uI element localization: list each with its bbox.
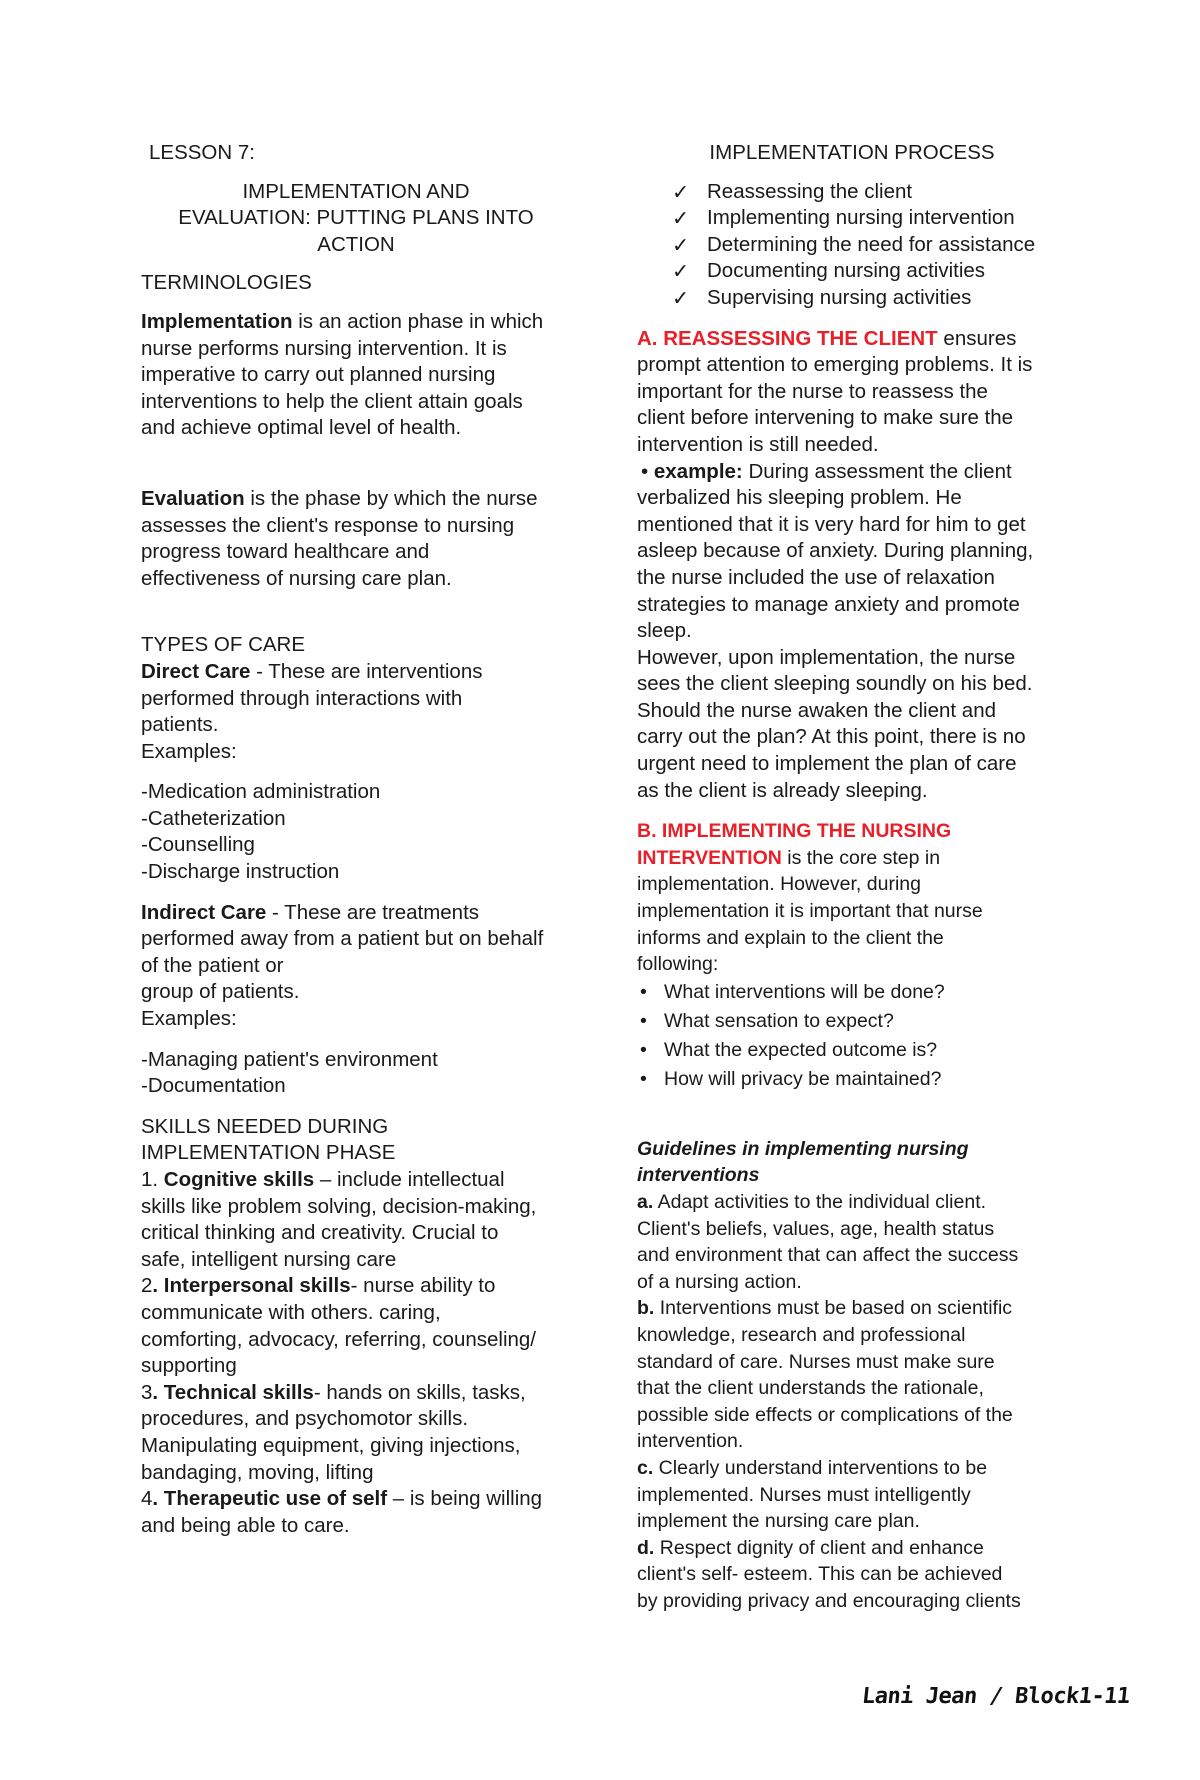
guidelines xyxy=(637,1136,1077,1615)
section-a: A. REASSESSING THE CLIENT ensures prompt attention to emerging problems. It is important for the nurse to reassess the client before intervening to make sure the intervention is still needed. • example: During assessment the client verbalized his sleeping problem. He mentioned that it is very hard for him to get asleep because of anxiety. During planning, the nurse included the use of relaxation strategies to manage anxiety and promote sleep. However, upon implementation, the nurse sees the client sleeping soundly on his bed. Should the nurse awaken the client and carry out the plan? At this point, there is no urgent need to implement the plan of care as the client is already sleeping. xyxy=(637,326,1077,805)
list-item: ✓ Determining the need for assistance xyxy=(672,232,1036,257)
text: skills like problem solving, decision-making, xyxy=(141,1194,537,1218)
right-column xyxy=(637,140,1077,1615)
section-a-title: A. REASSESSING THE CLIENT xyxy=(637,326,938,350)
text: client before intervening to make sure the xyxy=(637,406,1014,430)
example-item: -Catheterization xyxy=(141,806,286,830)
list-item: ✓ Documenting nursing activities xyxy=(672,259,986,284)
example-line: • example: During assessment the client xyxy=(641,459,1012,483)
skill-interpersonal: 2. Interpersonal skills- nurse ability to xyxy=(141,1274,496,1298)
term: Evaluation xyxy=(141,486,245,510)
guideline-item: d. Respect dignity of client and enhance xyxy=(637,1536,984,1559)
text: interventions to help the client attain goals xyxy=(141,389,523,413)
list-item: • What sensation to expect? xyxy=(640,1009,894,1032)
section-b-title: INTERVENTION xyxy=(637,846,782,869)
indirect-care xyxy=(141,900,581,1100)
lesson-label: LESSON 7: xyxy=(149,141,255,164)
text: Examples: xyxy=(141,739,237,763)
direct-care xyxy=(141,659,581,886)
example-item: -Managing patient's environment xyxy=(141,1047,438,1071)
skills-section xyxy=(141,1114,581,1540)
text: However, upon implementation, the nurse xyxy=(637,645,1016,669)
checkmark-icon: ✓ xyxy=(672,206,690,231)
text: that the client understands the rationale, xyxy=(637,1377,984,1400)
text: performed away from a patient but on behalf xyxy=(141,927,544,951)
text: informs and explain to the client the xyxy=(637,926,944,949)
text: implementation. However, during xyxy=(637,873,921,896)
text: progress toward healthcare and xyxy=(141,540,430,564)
term: Implementation xyxy=(141,309,293,333)
text: implemented. Nurses must intelligently xyxy=(637,1483,971,1506)
text: asleep because of anxiety. During planning, xyxy=(637,539,1034,563)
text: comforting, advocacy, referring, counseling/ xyxy=(141,1327,537,1351)
example-item: -Documentation xyxy=(141,1074,286,1098)
text: Client's beliefs, values, age, health status xyxy=(637,1217,995,1240)
text: possible side effects or complications of the xyxy=(637,1403,1013,1426)
evaluation-definition xyxy=(141,486,581,592)
text: urgent need to implement the plan of care xyxy=(637,752,1017,776)
guidelines-heading: Guidelines in implementing nursing xyxy=(637,1137,969,1160)
text: implementation it is important that nurse xyxy=(637,900,983,923)
text: is the phase by which the nurse xyxy=(244,486,538,510)
title-line: EVALUATION: PUTTING PLANS INTO xyxy=(178,206,534,230)
text: and being able to care. xyxy=(141,1513,350,1537)
text: standard of care. Nurses must make sure xyxy=(637,1350,995,1373)
text: sleep. xyxy=(637,619,692,643)
text: procedures, and psychomotor skills. xyxy=(141,1407,469,1431)
term: Direct Care xyxy=(141,659,251,683)
text: strategies to manage anxiety and promote xyxy=(637,592,1020,616)
text: knowledge, research and professional xyxy=(637,1323,966,1346)
text: assesses the client's response to nursing xyxy=(141,513,515,537)
checkmark-icon: ✓ xyxy=(672,259,690,284)
text: Examples: xyxy=(141,1007,237,1031)
checkmark-icon: ✓ xyxy=(672,285,690,310)
title-line: IMPLEMENTATION AND xyxy=(242,179,470,203)
example-item: -Counselling xyxy=(141,833,255,857)
text: communicate with others. caring, xyxy=(141,1300,441,1324)
text: imperative to carry out planned nursing xyxy=(141,363,496,387)
text: supporting xyxy=(141,1354,237,1378)
title-line: ACTION xyxy=(317,232,395,256)
skill-therapeutic: 4. Therapeutic use of self – is being willing xyxy=(141,1487,543,1511)
text: by providing privacy and encouraging clients xyxy=(637,1589,1021,1612)
text: Manipulating equipment, giving injections, xyxy=(141,1433,521,1457)
text: verbalized his sleeping problem. He xyxy=(637,486,962,510)
section-b: B. IMPLEMENTING THE NURSING INTERVENTION is the core step in implementation. However, during implementation it is important that nurse informs and explain to the client the following: • What interventions will be done? • What sensation to expect? • What the expected outcome is? • How will privacy be maintained? xyxy=(637,818,1077,1094)
text: bandaging, moving, lifting xyxy=(141,1460,374,1484)
checkmark-icon: ✓ xyxy=(672,232,690,257)
text: prompt attention to emerging problems. It is xyxy=(637,353,1033,377)
types-of-care-heading: TYPES OF CARE xyxy=(141,633,306,657)
list-item: • What the expected outcome is? xyxy=(640,1038,938,1061)
text: group of patients. xyxy=(141,980,300,1004)
text: - These are treatments xyxy=(266,900,480,924)
text: effectiveness of nursing care plan. xyxy=(141,566,452,590)
text: following: xyxy=(637,953,719,976)
implementation-definition xyxy=(141,309,581,442)
text: safe, intelligent nursing care xyxy=(141,1247,397,1271)
text: and environment that can affect the success xyxy=(637,1244,1019,1267)
process-checklist xyxy=(637,179,1077,312)
process-heading: IMPLEMENTATION PROCESS xyxy=(709,141,995,164)
text: important for the nurse to reassess the xyxy=(637,379,988,403)
skill-technical: 3. Technical skills- hands on skills, tasks, xyxy=(141,1380,526,1404)
author-signature: Lani Jean / Block1-11 xyxy=(860,1684,1132,1709)
text: mentioned that it is very hard for him to get xyxy=(637,512,1026,536)
section-b-title: B. IMPLEMENTING THE NURSING xyxy=(637,820,952,843)
text: critical thinking and creativity. Crucial to xyxy=(141,1221,499,1245)
list-item: • What interventions will be done? xyxy=(640,980,945,1003)
list-item: ✓ Reassessing the client xyxy=(672,179,913,204)
list-item: ✓ Supervising nursing activities xyxy=(672,285,972,310)
skill-cognitive: 1. Cognitive skills – include intellectual xyxy=(141,1168,505,1191)
text: - These are interventions xyxy=(250,659,483,683)
text: implement the nursing care plan. xyxy=(637,1510,920,1533)
text: client's self- esteem. This can be achieved xyxy=(637,1563,1003,1586)
text: patients. xyxy=(141,713,219,737)
text: of the patient or xyxy=(141,953,284,977)
text: nurse performs nursing intervention. It is xyxy=(141,336,507,360)
text: is an action phase in which xyxy=(292,309,544,333)
text: carry out the plan? At this point, there is no xyxy=(637,725,1026,749)
text: of a nursing action. xyxy=(637,1270,802,1293)
example-item: -Discharge instruction xyxy=(141,860,340,884)
left-column xyxy=(141,140,581,1539)
list-item: • How will privacy be maintained? xyxy=(640,1067,942,1090)
text: and achieve optimal level of health. xyxy=(141,416,462,440)
guideline-item: c. Clearly understand interventions to be xyxy=(637,1456,988,1479)
guideline-item: a. Adapt activities to the individual client. xyxy=(637,1191,987,1213)
guidelines-heading: interventions xyxy=(637,1164,760,1187)
text: performed through interactions with xyxy=(141,686,463,710)
term: Indirect Care xyxy=(141,900,267,924)
text: Should the nurse awaken the client and xyxy=(637,698,997,722)
example-item: -Medication administration xyxy=(141,780,381,804)
guideline-item: b. Interventions must be based on scientific xyxy=(637,1297,1013,1320)
checkmark-icon: ✓ xyxy=(672,179,690,204)
text: intervention. xyxy=(637,1430,744,1453)
skills-heading: IMPLEMENTATION PHASE xyxy=(141,1141,396,1165)
text: as the client is already sleeping. xyxy=(637,778,928,802)
text: sees the client sleeping soundly on his bed. xyxy=(637,672,1033,696)
question-list xyxy=(637,978,1077,1094)
text: intervention is still needed. xyxy=(637,432,879,456)
skills-heading: SKILLS NEEDED DURING xyxy=(141,1114,389,1138)
list-item: ✓ Implementing nursing intervention xyxy=(672,206,1015,231)
terminologies-heading: TERMINOLOGIES xyxy=(141,271,312,295)
text: the nurse included the use of relaxation xyxy=(637,565,995,589)
lesson-title xyxy=(131,179,581,259)
